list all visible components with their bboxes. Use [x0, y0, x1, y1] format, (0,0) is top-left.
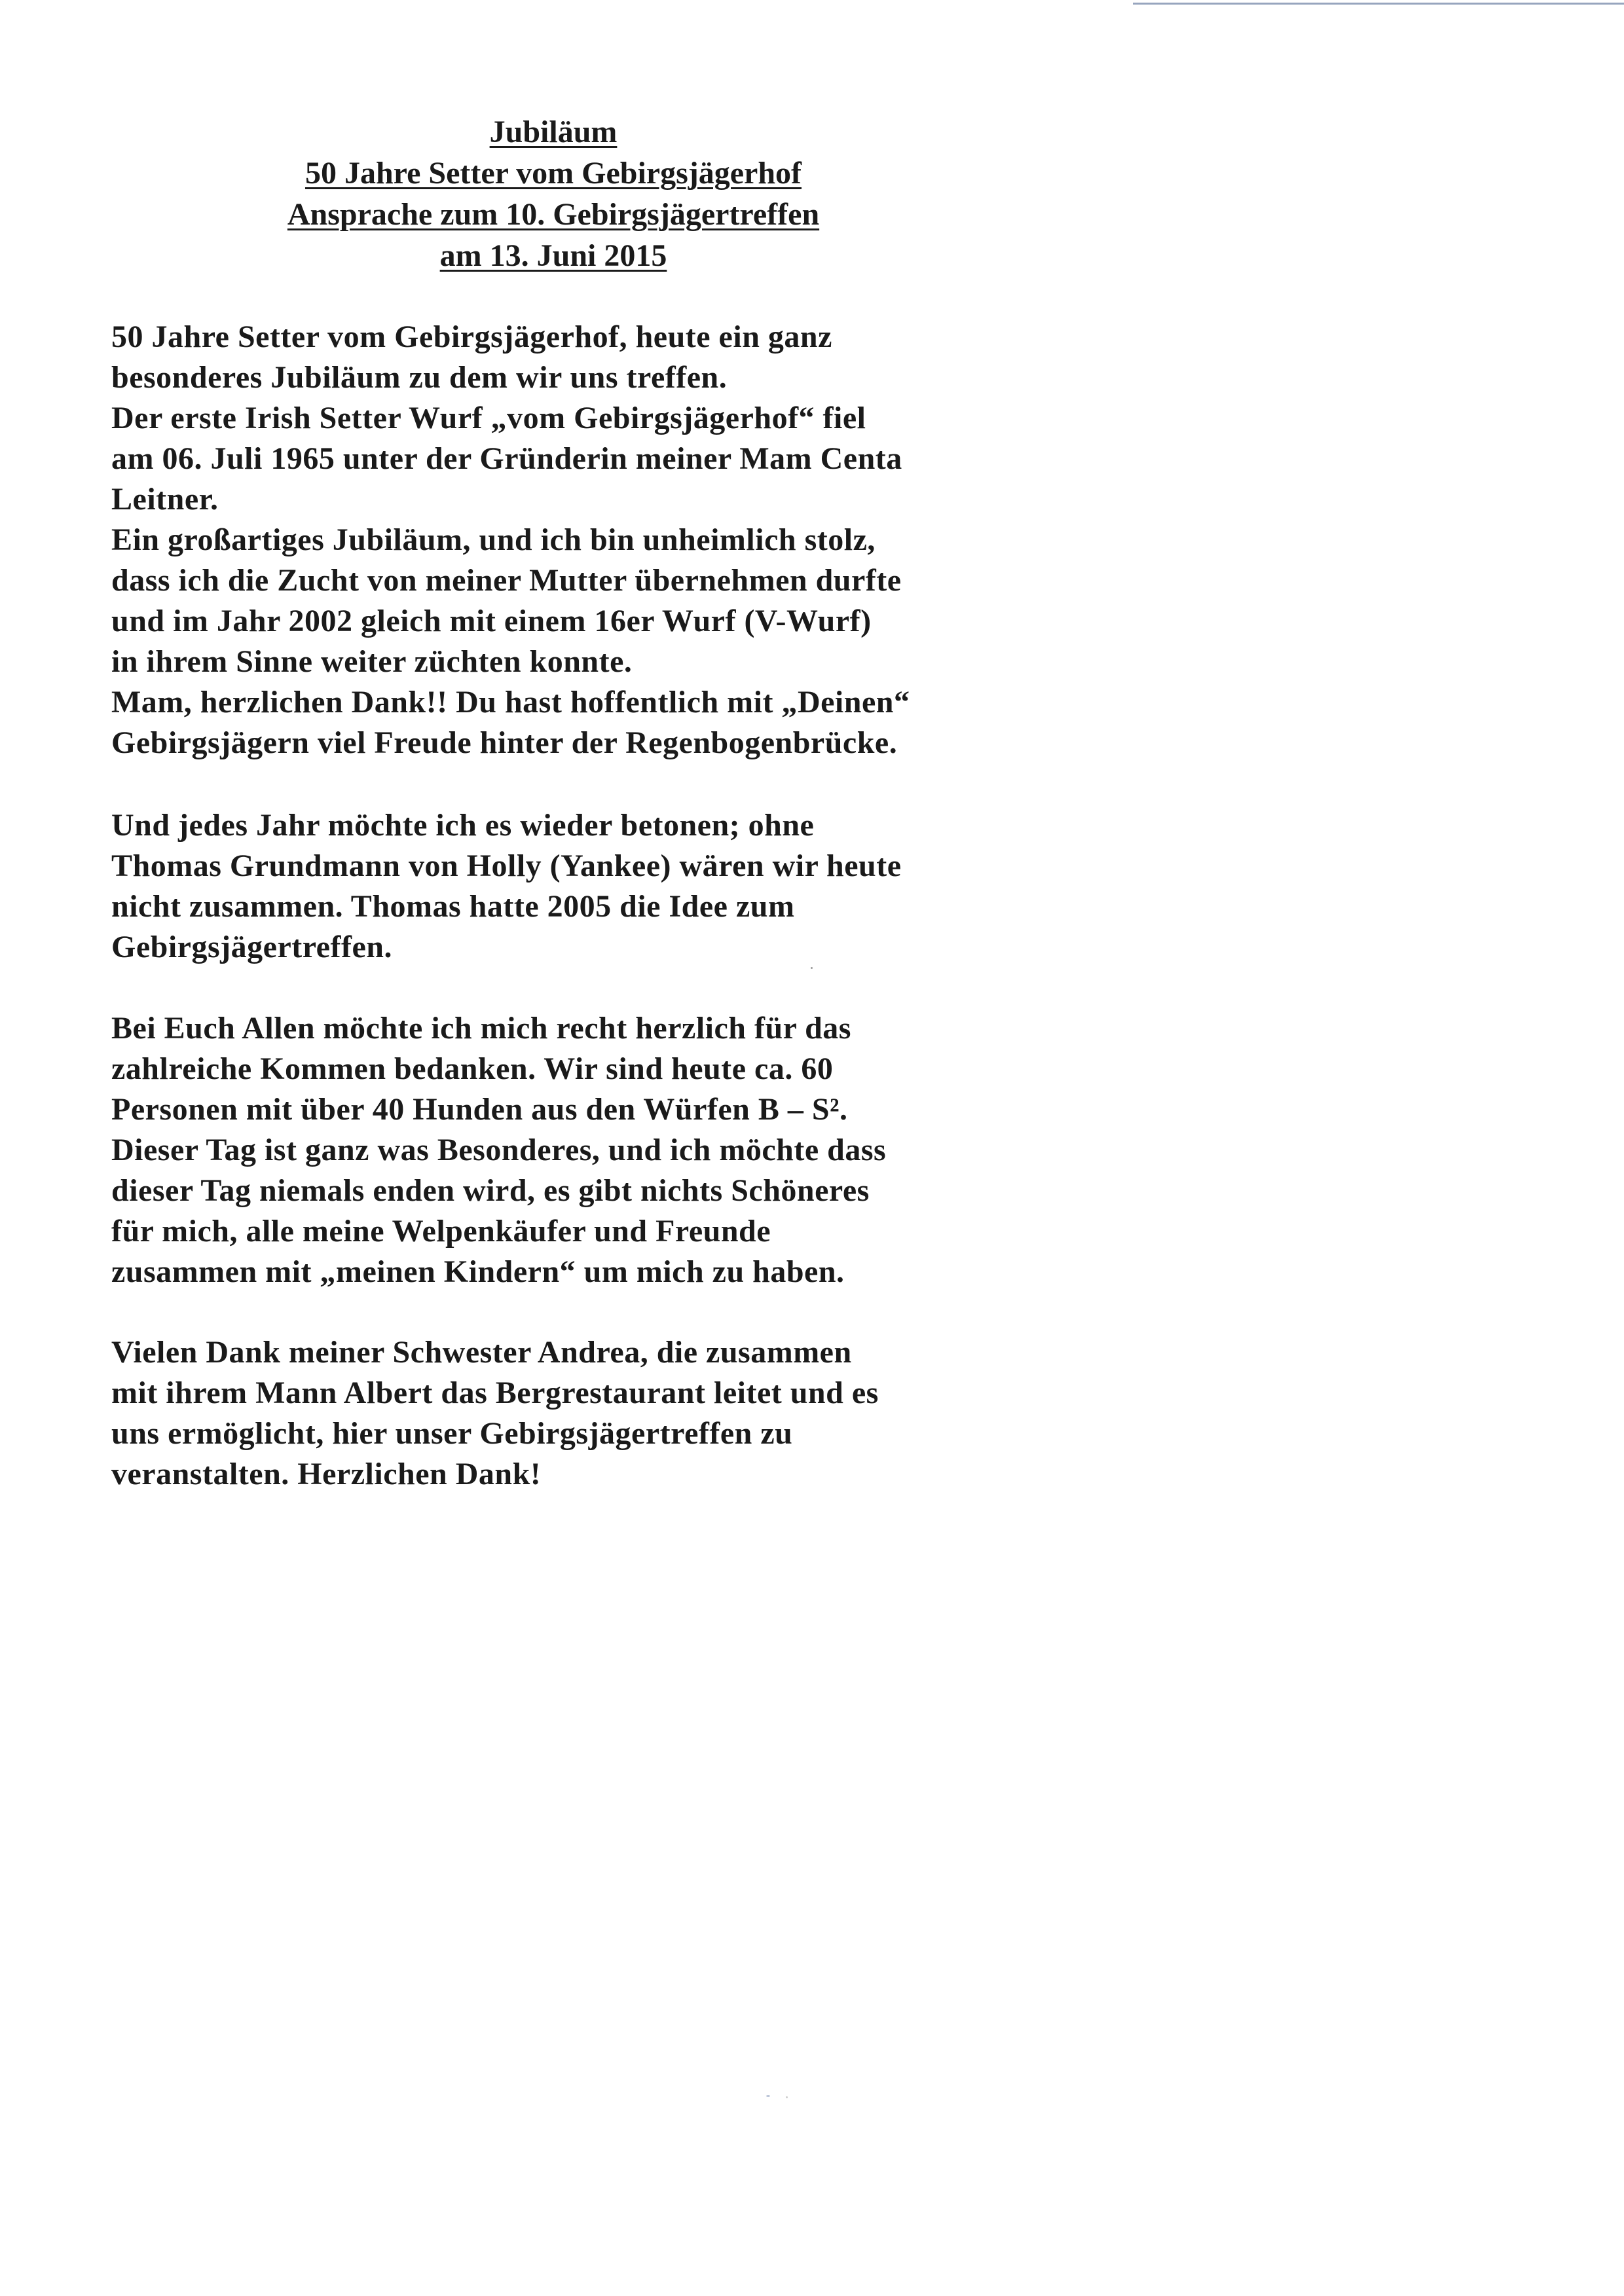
heading-occasion: Ansprache zum 10. Gebirgsjägertreffen	[287, 197, 820, 232]
heading-subtitle: 50 Jahre Setter vom Gebirgsjägerhof	[304, 156, 802, 191]
paragraph-thomas	[111, 805, 1022, 968]
text-line: Thomas Grundmann von Holly (Yankee) wären wir heute	[111, 848, 902, 883]
heading-title: Jubiläum	[489, 115, 618, 149]
text-line: Dieser Tag ist ganz was Besonderes, und ich möchte dass	[111, 1133, 887, 1167]
text-line: dass ich die Zucht von meiner Mutter übernehmen durfte	[111, 563, 902, 598]
text-line: Der erste Irish Setter Wurf „vom Gebirgsjägerhof“ fiel	[111, 401, 866, 435]
text-line: besonderes Jubiläum zu dem wir uns treffen.	[111, 360, 728, 395]
text-line: Leitner.	[111, 482, 219, 517]
text-line: für mich, alle meine Welpenkäufer und Freunde	[111, 1214, 771, 1248]
text-line: zahlreiche Kommen bedanken. Wir sind heute ca. 60	[111, 1051, 834, 1086]
scan-edge-line	[1133, 3, 1624, 5]
heading-date: am 13. Juni 2015	[439, 238, 667, 273]
text-line: in ihrem Sinne weiter züchten konnte.	[111, 644, 633, 679]
text-line: Gebirgsjägertreffen.	[111, 930, 392, 964]
text-line: Und jedes Jahr möchte ich es wieder betonen; ohne	[111, 808, 815, 843]
document-heading	[0, 111, 1107, 276]
text-line: Gebirgsjägern viel Freude hinter der Regenbogenbrücke.	[111, 725, 898, 760]
text-line: dieser Tag niemals enden wird, es gibt nichts Schöneres	[111, 1173, 870, 1208]
text-line: Personen mit über 40 Hunden aus den Würfen B – S².	[111, 1092, 848, 1127]
text-line: Ein großartiges Jubiläum, und ich bin unheimlich stolz,	[111, 522, 876, 557]
scan-speck	[766, 2095, 770, 2097]
text-line: Mam, herzlichen Dank!! Du hast hoffentlich mit „Deinen“	[111, 685, 910, 720]
text-line: zusammen mit „meinen Kindern“ um mich zu haben.	[111, 1254, 845, 1289]
text-line: veranstalten. Herzlichen Dank!	[111, 1457, 542, 1491]
scan-speck	[811, 967, 813, 969]
text-line: Vielen Dank meiner Schwester Andrea, die zusammen	[111, 1335, 852, 1370]
text-line: 50 Jahre Setter vom Gebirgsjägerhof, heute ein ganz	[111, 319, 832, 354]
text-line: nicht zusammen. Thomas hatte 2005 die Idee zum	[111, 889, 795, 924]
scan-speck	[786, 2096, 788, 2098]
paragraph-anniversary	[111, 317, 1022, 763]
text-line: und im Jahr 2002 gleich mit einem 16er Wurf (V-Wurf)	[111, 604, 872, 638]
text-line: am 06. Juli 1965 unter der Gründerin meiner Mam Centa	[111, 441, 902, 476]
paragraph-thanks-sister	[111, 1332, 1022, 1495]
text-line: uns ermöglicht, hier unser Gebirgsjägertreffen zu	[111, 1416, 793, 1451]
text-line: Bei Euch Allen möchte ich mich recht herzlich für das	[111, 1011, 851, 1046]
text-line: mit ihrem Mann Albert das Bergrestaurant leitet und es	[111, 1376, 879, 1410]
paragraph-thanks-guests	[111, 1008, 1022, 1292]
